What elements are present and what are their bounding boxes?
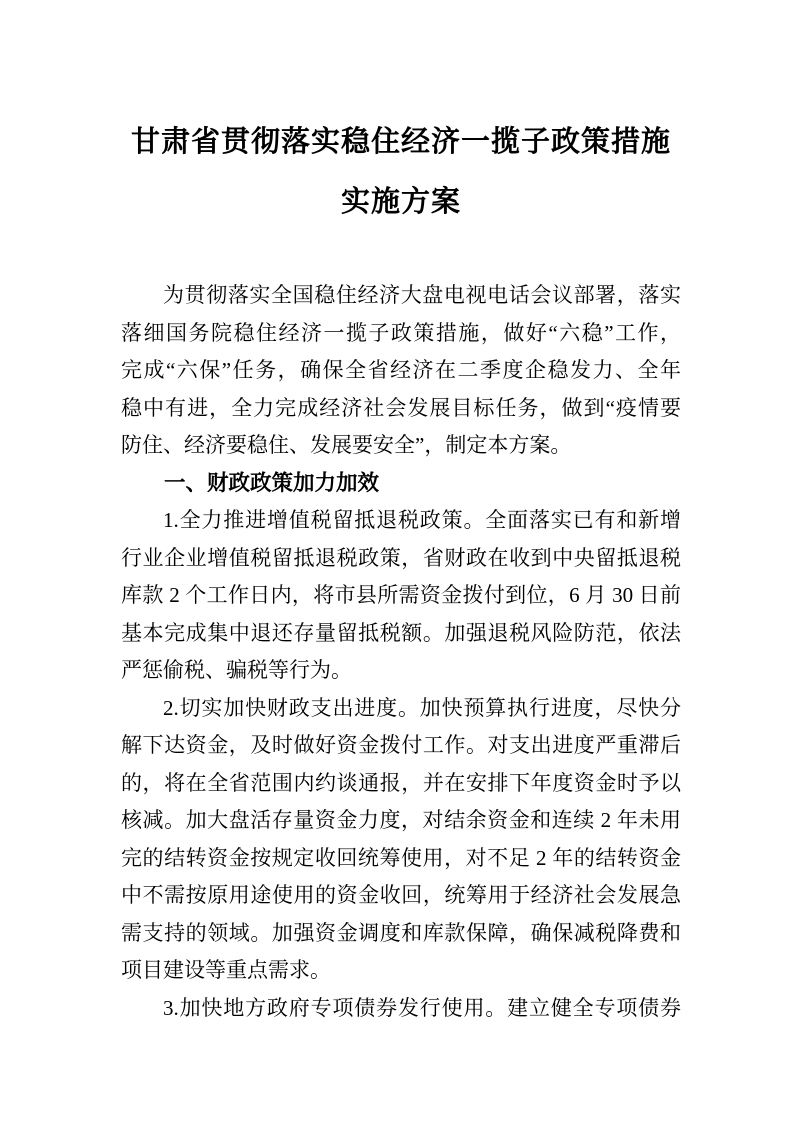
text-line: 完的结转资金按规定收回统筹使用，对不足 2 年的结转资金: [121, 845, 681, 870]
paragraph: [121, 277, 681, 465]
text-line: 为贯彻落实全国稳住经济大盘电视电话会议部署，落实: [163, 283, 681, 307]
text-line: 稳中有进，全力完成经济社会发展目标任务，做到“疫情要: [121, 395, 681, 420]
heading-line: 一、财政政策加力加效: [164, 470, 380, 495]
title-line-2: 实施方案: [340, 186, 461, 218]
section-heading: [121, 465, 681, 503]
text-line: 需支持的领域。加强资金调度和库款保障，确保减税降费和: [121, 920, 681, 945]
paragraph: [121, 690, 681, 990]
text-line: 严惩偷税、骗税等行为。: [121, 658, 352, 682]
text-line: 库款 2 个工作日内，将市县所需资金拨付到位，6 月 30 日前: [121, 583, 681, 607]
text-line: 的，将在全省范围内约谈通报，并在安排下年度资金时予以: [121, 770, 681, 795]
text-line: 落细国务院稳住经济一揽子政策措施，做好“六稳”工作，: [121, 320, 681, 345]
document-body: [121, 277, 681, 1027]
text-line: 项目建设等重点需求。: [121, 958, 331, 982]
document-title: [121, 112, 681, 232]
text-line: 中不需按原用途使用的资金收回，统筹用于经济社会发展急: [121, 883, 681, 907]
text-line: 防住、经济要稳住、发展要安全”，制定本方案。: [121, 433, 572, 457]
text-line: 1.全力推进增值税留抵退税政策。全面落实已有和新增: [163, 508, 681, 532]
text-line: 完成“六保”任务，确保全省经济在二季度企稳发力、全年: [121, 358, 681, 382]
paragraph: [121, 502, 681, 690]
text-line: 3.加快地方政府专项债券发行使用。建立健全专项债券: [163, 995, 681, 1020]
paragraph: [121, 990, 681, 1028]
text-line: 2.切实加快财政支出进度。加快预算执行进度，尽快分: [163, 695, 681, 720]
text-line: 行业企业增值税留抵退税政策，省财政在收到中央留抵退税: [121, 545, 681, 570]
text-line: 核减。加大盘活存量资金力度，对结余资金和连续 2 年未用: [121, 808, 681, 832]
title-line-1: 甘肃省贯彻落实稳住经济一揽子政策措施: [130, 126, 671, 158]
text-line: 解下达资金，及时做好资金拨付工作。对支出进度严重滞后: [121, 733, 681, 757]
text-line: 基本完成集中退还存量留抵税额。加强退税风险防范，依法: [121, 620, 681, 645]
